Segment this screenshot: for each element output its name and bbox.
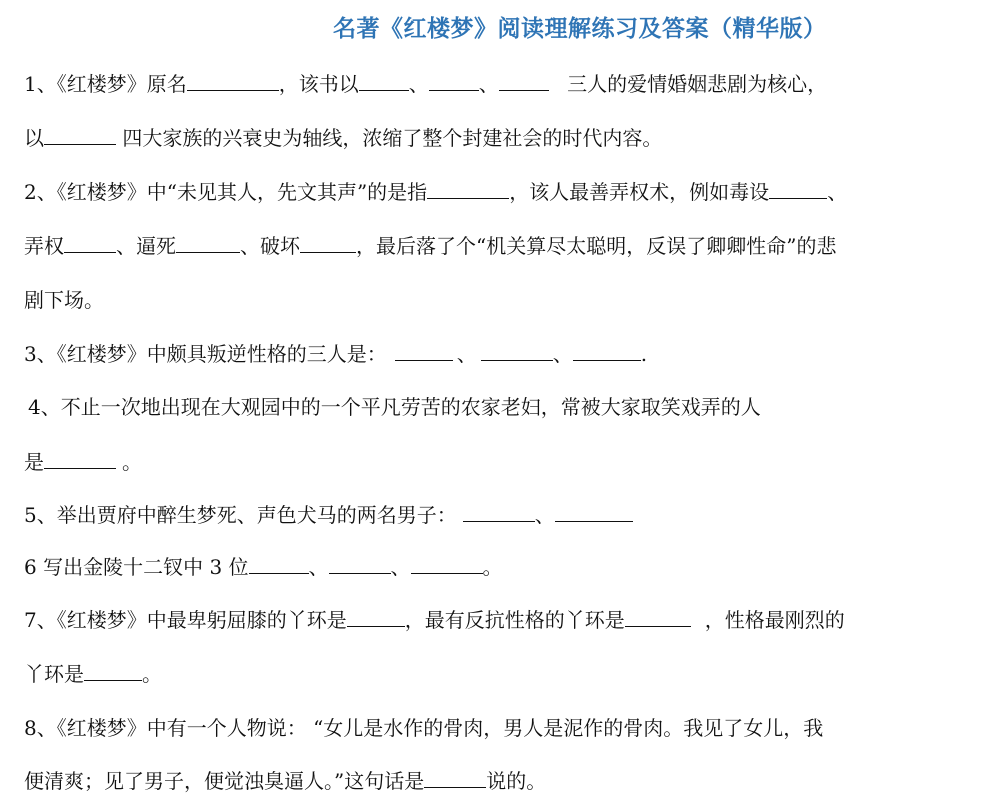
question-1-text-e: 三人的爱情婚姻悲剧为核心， [560, 72, 828, 96]
answer-blank[interactable] [44, 126, 116, 145]
question-4-text-a: 4、不止一次地出现在大观园中的一个平凡劳苦的农家老妇，常被大家取笑戏弄的人 [28, 395, 761, 419]
answer-blank[interactable] [429, 72, 479, 91]
question-8-text-a: 8、《红楼梦》中有一个人物说： “女儿是水作的骨肉，男人是泥作的骨肉。我见了女儿，我 [24, 716, 824, 740]
question-6-end: 。 [482, 555, 503, 579]
question-1-sep: 、 [478, 72, 499, 96]
question-4-line-2 [24, 449, 142, 475]
question-7-line-2 [24, 661, 162, 687]
question-7-text-b: ，最有反抗性格的丫环是 [404, 608, 625, 632]
answer-blank[interactable] [625, 608, 691, 627]
answer-blank[interactable] [249, 555, 309, 574]
answer-blank[interactable] [84, 662, 142, 681]
question-7-text-e: 。 [142, 662, 162, 686]
question-2-sep: 、 [827, 180, 848, 204]
answer-blank[interactable] [427, 180, 509, 199]
question-3-sep: 、 [456, 342, 477, 366]
question-2-line-1 [24, 179, 847, 205]
answer-blank[interactable] [424, 769, 486, 788]
answer-blank[interactable] [176, 234, 240, 253]
question-2-text-g: ，最后落了个“机关算尽太聪明，反误了卿卿性命”的悲 [356, 234, 837, 258]
answer-blank[interactable] [499, 72, 549, 91]
question-4-text-b: 是 [24, 450, 44, 474]
question-6-sep: 、 [308, 555, 329, 579]
question-3-end: . [640, 342, 648, 366]
question-2-text-f: 、破坏 [240, 234, 300, 258]
question-1-text-g: 四大家族的兴衰史为轴线，浓缩了整个封建社会的时代内容。 [116, 126, 663, 150]
question-5-text-a: 5、举出贾府中醉生梦死、声色犬马的两名男子： [24, 503, 457, 527]
question-1-text-b: ，该书以 [278, 72, 359, 96]
answer-blank[interactable] [44, 450, 116, 469]
question-1-text-a: 1、《红楼梦》原名 [24, 72, 187, 96]
answer-blank[interactable] [64, 234, 116, 253]
answer-blank[interactable] [347, 608, 405, 627]
question-5-line [24, 502, 633, 528]
question-1-line-1 [24, 71, 827, 97]
answer-blank[interactable] [359, 72, 409, 91]
question-7-text-d: 丫环是 [24, 662, 84, 686]
question-7-text-a: 7、《红楼梦》中最卑躬屈膝的丫环是 [24, 608, 347, 632]
question-6-text-a: 6 写出金陵十二钗中 3 位 [24, 555, 249, 579]
question-2-line-3 [24, 287, 104, 313]
answer-blank[interactable] [573, 342, 641, 361]
question-3-sep: 、 [552, 342, 573, 366]
question-8-text-c: 说的。 [486, 769, 547, 793]
answer-blank[interactable] [555, 503, 633, 522]
question-1-line-2 [24, 125, 662, 151]
question-2-line-2 [24, 233, 836, 259]
page-title: 名著《红楼梦》阅读理解练习及答案（精华版） [333, 16, 827, 42]
question-8-text-b: 便清爽；见了男子，便觉浊臭逼人。”这句话是 [24, 769, 425, 793]
question-8-line-2 [24, 768, 546, 794]
question-2-text-a: 2、《红楼梦》中“未见其人，先文其声”的是指 [24, 180, 428, 204]
question-2-text-d: 弄权 [24, 234, 64, 258]
answer-blank[interactable] [187, 72, 279, 91]
question-4-text-c: 。 [122, 450, 142, 474]
question-2-text-h: 剧下场。 [24, 288, 104, 312]
question-7-line-1 [24, 607, 845, 633]
answer-blank[interactable] [329, 555, 391, 574]
answer-blank[interactable] [411, 555, 483, 574]
question-6-sep: 、 [390, 555, 411, 579]
question-3-text-a: 3、《红楼梦》中颇具叛逆性格的三人是： [24, 342, 387, 366]
answer-blank[interactable] [300, 234, 356, 253]
question-2-text-b: ，该人最善弄权术，例如毒设 [509, 180, 770, 204]
question-1-text-f: 以 [24, 126, 44, 150]
question-1-sep: 、 [408, 72, 429, 96]
question-6-line [24, 554, 503, 580]
answer-blank[interactable] [463, 503, 535, 522]
answer-blank[interactable] [481, 342, 553, 361]
answer-blank[interactable] [395, 342, 453, 361]
question-8-line-1 [24, 715, 823, 741]
question-2-text-e: 、逼死 [116, 234, 176, 258]
question-4-line-1 [28, 394, 761, 420]
question-5-sep: 、 [534, 503, 555, 527]
question-7-text-c: ，性格最刚烈的 [704, 608, 845, 632]
question-3-line [24, 341, 647, 367]
answer-blank[interactable] [769, 180, 827, 199]
